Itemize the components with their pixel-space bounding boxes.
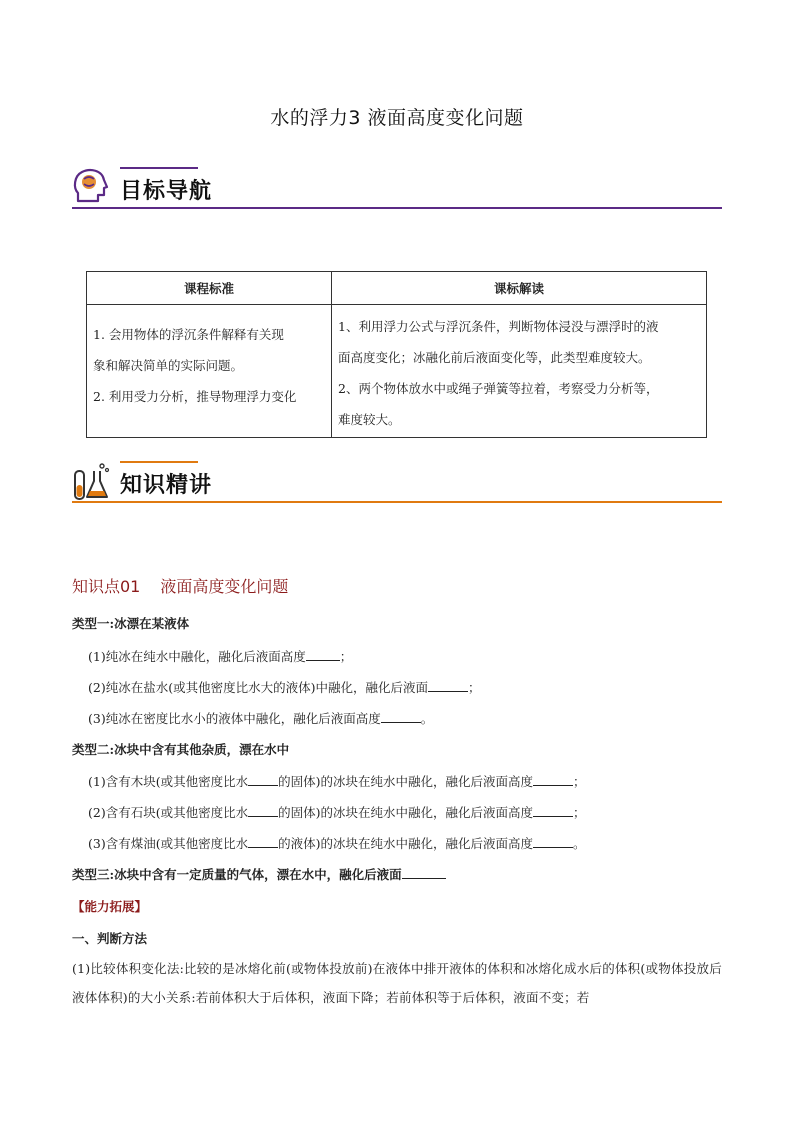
table-cell-standard <box>87 305 332 438</box>
answer-blank[interactable] <box>428 679 468 692</box>
cell-line: 1、利用浮力公式与浮沉条件，判断物体浸没与漂浮时的液 <box>338 319 659 334</box>
question-item: (1)含有木块(或其他密度比水 的固体)的冰块在纯水中融化，融化后液面高度 ； <box>88 774 586 789</box>
knowledge-point-number: 知识点01 <box>72 577 141 596</box>
method-heading: 一、判断方法 <box>72 931 148 946</box>
answer-blank[interactable] <box>402 866 446 879</box>
cell-line: 象和解决简单的实际问题。 <box>93 358 244 373</box>
table-row <box>87 305 707 438</box>
page-title: 水的浮力3 液面高度变化问题 <box>270 107 524 129</box>
brain-head-icon <box>72 167 110 207</box>
table-header: 课标解读 <box>332 272 707 305</box>
cell-line: 面高度变化；冰融化前后液面变化等，此类型难度较大。 <box>338 350 651 365</box>
cell-line: 2、两个物体放水中或绳子弹簧等拉着，考察受力分析等， <box>338 381 659 396</box>
type3-heading: 类型三:冰块中含有一定质量的气体，漂在水中，融化后液面 <box>72 865 446 883</box>
extension-heading: 【能力拓展】 <box>72 899 148 914</box>
knowledge-point-name: 液面高度变化问题 <box>160 577 289 596</box>
type2-heading: 类型二:冰块中含有其他杂质，漂在水中 <box>72 742 290 757</box>
cell-line: 1. 会用物体的浮沉条件解释有关现 <box>93 327 284 342</box>
flask-icon <box>72 461 110 501</box>
section-label-goals: 目标导航 <box>120 179 213 204</box>
table-header-row <box>87 272 707 305</box>
header-decoration <box>120 461 198 463</box>
answer-blank[interactable] <box>248 773 278 786</box>
cell-line: 难度较大。 <box>338 412 401 427</box>
method-paragraph: (1)比较体积变化法:比较的是冰熔化前(或物体投放前)在液体中排开液体的体积和冰熔化成水后的体积(或物体投放后液体体积)的大小关系:若前体积大于后体积，液面下降；若前体积等于后体积，液面不变；若 <box>72 961 722 1005</box>
question-item: (2)纯冰在盐水(或其他密度比水大的液体)中融化，融化后液面 ； <box>88 680 481 695</box>
type1-heading: 类型一:冰漂在某液体 <box>72 616 190 631</box>
section-rule-goals <box>72 207 722 209</box>
table-cell-interpretation <box>332 305 707 438</box>
question-item: (2)含有石块(或其他密度比水 的固体)的冰块在纯水中融化，融化后液面高度 ； <box>88 805 586 820</box>
question-item: (1)纯冰在纯水中融化，融化后液面高度 ； <box>88 649 353 664</box>
answer-blank[interactable] <box>306 648 340 661</box>
question-item: (3)纯冰在密度比水小的液体中融化，融化后液面高度 。 <box>88 711 434 726</box>
table-header: 课程标准 <box>87 272 332 305</box>
knowledge-point-heading <box>72 574 288 597</box>
section-label-knowledge: 知识精讲 <box>120 473 213 498</box>
answer-blank[interactable] <box>248 804 278 817</box>
section-header-goals <box>72 167 722 209</box>
question-item: (3)含有煤油(或其他密度比水 的液体)的冰块在纯水中融化，融化后液面高度 。 <box>88 836 586 851</box>
answer-blank[interactable] <box>381 710 421 723</box>
answer-blank[interactable] <box>533 835 573 848</box>
section-rule-knowledge <box>72 501 722 503</box>
answer-blank[interactable] <box>533 773 573 786</box>
cell-line: 2. 利用受力分析，推导物理浮力变化 <box>93 389 297 404</box>
header-decoration <box>120 167 198 169</box>
curriculum-table <box>86 271 707 438</box>
answer-blank[interactable] <box>248 835 278 848</box>
section-header-knowledge <box>72 461 722 503</box>
answer-blank[interactable] <box>533 804 573 817</box>
